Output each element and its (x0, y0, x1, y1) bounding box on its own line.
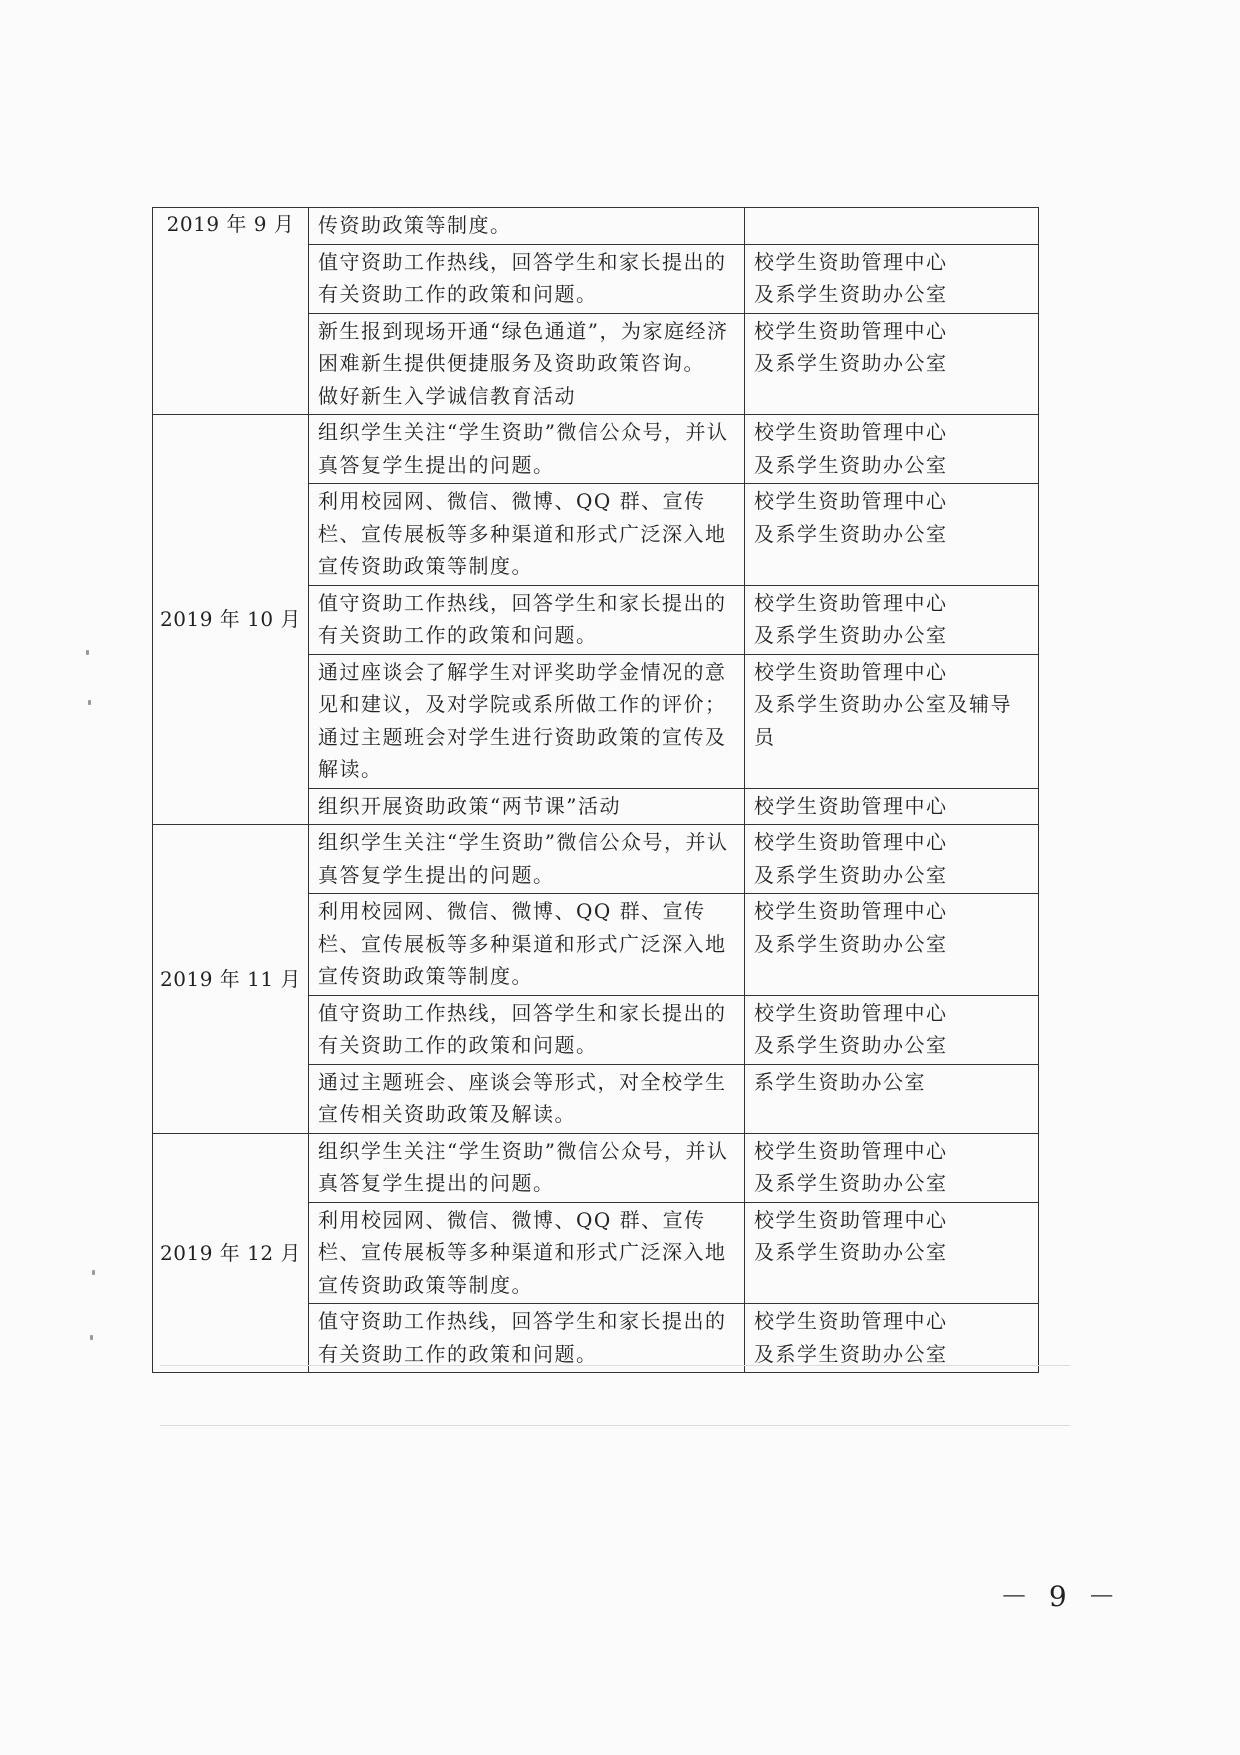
activity-text: 值守资助工作热线，回答学生和家长提出的有关资助工作的政策和问题。 (318, 590, 727, 647)
activity-text: 做好新生入学诚信教育活动 (318, 383, 576, 408)
activity-cell (309, 484, 745, 586)
department-text: 及系学生资助办公室 (754, 452, 948, 477)
month-cell: 2019 年 12 月 (153, 1133, 309, 1373)
activity-text: 组织开展资助政策“两节课”活动 (318, 793, 621, 818)
department-text: 校学生资助管理中心 (754, 249, 948, 274)
department-cell (745, 208, 1039, 245)
department-text: 及系学生资助办公室 (754, 521, 948, 546)
activity-text: 新生报到现场开通“绿色通道”，为家庭经济困难新生提供便捷服务及资助政策咨询。 (318, 318, 729, 375)
activity-text: 值守资助工作热线，回答学生和家长提出的有关资助工作的政策和问题。 (318, 1000, 727, 1057)
activity-text: 利用校园网、微信、微博、QQ 群、宣传栏、宣传展板等多种渠道和形式广泛深入地宣传资助政策等制度。 (318, 899, 727, 988)
department-text: 及系学生资助办公室 (754, 931, 948, 956)
activity-cell (309, 313, 745, 415)
schedule-row (153, 825, 1039, 894)
department-cell (745, 1304, 1039, 1373)
activity-cell (309, 1304, 745, 1373)
department-text: 校学生资助管理中心 (754, 420, 948, 444)
department-text: 校学生资助管理中心 (754, 590, 948, 615)
department-text: 校学生资助管理中心 (754, 659, 948, 684)
scan-speck (90, 1335, 93, 1340)
department-cell (745, 995, 1039, 1064)
activity-cell (309, 585, 745, 654)
department-cell (745, 788, 1039, 825)
department-cell (745, 244, 1039, 313)
month-cell: 2019 年 10 月 (153, 415, 309, 825)
activity-text: 值守资助工作热线，回答学生和家长提出的有关资助工作的政策和问题。 (318, 249, 727, 306)
department-cell (745, 1202, 1039, 1304)
activity-text: 利用校园网、微信、微博、QQ 群、宣传栏、宣传展板等多种渠道和形式广泛深入地宣传资助政策等制度。 (318, 1207, 727, 1297)
activity-cell (309, 825, 745, 894)
activity-cell (309, 654, 745, 788)
department-text: 及系学生资助办公室 (754, 1033, 948, 1057)
department-text: 及系学生资助办公室及辅导员 (754, 692, 1012, 749)
department-cell (745, 415, 1039, 484)
department-text: 系学生资助办公室 (754, 1069, 926, 1094)
activity-cell (309, 894, 745, 996)
department-text: 校学生资助管理中心 (754, 899, 948, 923)
activity-cell (309, 1064, 745, 1133)
department-cell (745, 654, 1039, 788)
department-cell (745, 894, 1039, 996)
department-text: 及系学生资助办公室 (754, 1240, 948, 1264)
department-text: 校学生资助管理中心 (754, 1309, 948, 1333)
month-cell: 2019 年 9 月 (153, 208, 309, 415)
scan-speck (92, 1270, 95, 1275)
scan-speck (88, 700, 91, 705)
activity-cell (309, 208, 745, 245)
activity-text: 组织学生关注“学生资助”微信公众号，并认真答复学生提出的问题。 (318, 1138, 729, 1195)
department-text: 及系学生资助办公室 (754, 1171, 948, 1195)
activity-text: 通过主题班会、座谈会等形式，对全校学生宣传相关资助政策及解读。 (318, 1069, 727, 1126)
activity-cell (309, 995, 745, 1064)
activity-cell (309, 1133, 745, 1202)
schedule-row (153, 415, 1039, 484)
department-text: 校学生资助管理中心 (754, 1000, 948, 1025)
scan-speck (86, 650, 89, 655)
activity-cell (309, 1202, 745, 1304)
schedule-table-body (153, 208, 1039, 1373)
department-text: 校学生资助管理中心 (754, 793, 948, 818)
department-text: 及系学生资助办公室 (754, 282, 948, 306)
activity-text: 利用校园网、微信、微博、QQ 群、宣传栏、宣传展板等多种渠道和形式广泛深入地宣传资助政策等制度。 (318, 489, 727, 578)
schedule-row (153, 208, 1039, 245)
department-cell (745, 484, 1039, 586)
bleed-through-line (160, 1425, 1070, 1426)
department-cell (745, 585, 1039, 654)
department-text: 校学生资助管理中心 (754, 318, 948, 343)
department-cell (745, 825, 1039, 894)
department-cell (745, 1064, 1039, 1133)
department-text: 校学生资助管理中心 (754, 489, 948, 513)
activity-cell (309, 788, 745, 825)
schedule-row (153, 1133, 1039, 1202)
activity-cell (309, 415, 745, 484)
activity-text: 组织学生关注“学生资助”微信公众号，并认真答复学生提出的问题。 (318, 830, 729, 887)
activity-text: 组织学生关注“学生资助”微信公众号，并认真答复学生提出的问题。 (318, 420, 729, 477)
department-text: 校学生资助管理中心 (754, 830, 948, 854)
funding-schedule-table (152, 207, 1039, 1373)
bleed-through-line (160, 1365, 1070, 1366)
department-text: 及系学生资助办公室 (754, 862, 948, 887)
department-text: 及系学生资助办公室 (754, 351, 948, 375)
department-text: 校学生资助管理中心 (754, 1207, 948, 1232)
department-cell (745, 313, 1039, 415)
department-text: 及系学生资助办公室 (754, 1341, 948, 1366)
activity-text: 传资助政策等制度。 (318, 213, 512, 237)
activity-text: 值守资助工作热线，回答学生和家长提出的有关资助工作的政策和问题。 (318, 1309, 727, 1366)
activity-text: 通过座谈会了解学生对评奖助学金情况的意见和建议，及对学院或系所做工作的评价；通过主题班会对学生进行资助政策的宣传及解读。 (318, 659, 727, 781)
activity-cell (309, 244, 745, 313)
page-number: － 9 － (1000, 1580, 1122, 1613)
month-cell: 2019 年 11 月 (153, 825, 309, 1134)
department-text: 及系学生资助办公室 (754, 623, 948, 647)
department-cell (745, 1133, 1039, 1202)
department-text: 校学生资助管理中心 (754, 1138, 948, 1163)
